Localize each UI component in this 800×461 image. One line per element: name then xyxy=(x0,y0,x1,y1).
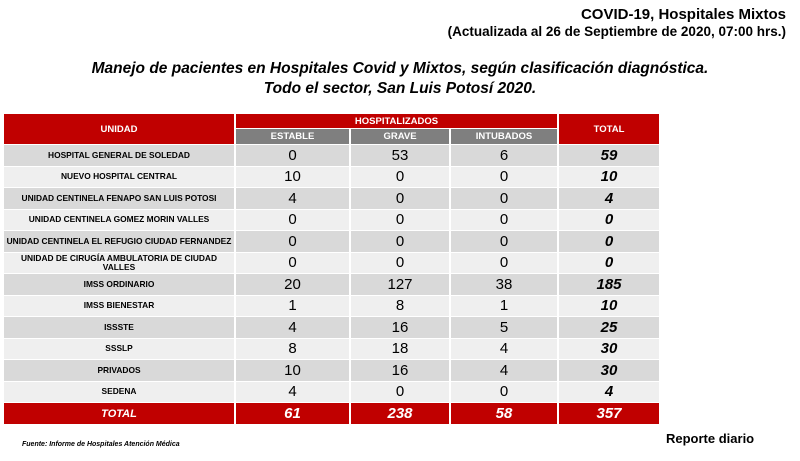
cell-estable: 4 xyxy=(236,317,349,338)
cell-unidad: IMSS ORDINARIO xyxy=(4,274,234,295)
cell-unidad: IMSS BIENESTAR xyxy=(4,296,234,317)
col-header-estable: ESTABLE xyxy=(236,129,349,144)
cell-estable: 20 xyxy=(236,274,349,295)
cell-intubados: 4 xyxy=(451,360,557,381)
cell-total: 185 xyxy=(559,274,659,295)
cell-intubados: 0 xyxy=(451,231,557,252)
cell-unidad: UNIDAD CENTINELA FENAPO SAN LUIS POTOSI xyxy=(4,188,234,209)
cell-total: 0 xyxy=(559,253,659,274)
cell-estable: 4 xyxy=(236,382,349,403)
table-row xyxy=(4,339,659,360)
cell-unidad: NUEVO HOSPITAL CENTRAL xyxy=(4,167,234,188)
cell-grave: 0 xyxy=(351,188,449,209)
cell-estable: 4 xyxy=(236,188,349,209)
cell-grave: 8 xyxy=(351,296,449,317)
cell-total: 4 xyxy=(559,188,659,209)
table-row xyxy=(4,231,659,252)
cell-intubados: 38 xyxy=(451,274,557,295)
cell-total: 25 xyxy=(559,317,659,338)
cell-grave: 16 xyxy=(351,317,449,338)
table-row xyxy=(4,317,659,338)
total-intubados: 58 xyxy=(451,403,557,424)
report-title-line1: Manejo de pacientes en Hospitales Covid y Mixtos, según clasificación diagnóstica. xyxy=(91,60,709,77)
total-estable: 61 xyxy=(236,403,349,424)
cell-intubados: 6 xyxy=(451,145,557,166)
header-updated-date: (Actualizada al 26 de Septiembre de 2020, 07:00 hrs.) xyxy=(447,24,786,39)
table-row xyxy=(4,145,659,166)
cell-estable: 0 xyxy=(236,253,349,274)
table-row xyxy=(4,296,659,317)
cell-grave: 127 xyxy=(351,274,449,295)
cell-total: 0 xyxy=(559,210,659,231)
report-label: Reporte diario xyxy=(666,431,755,446)
cell-estable: 0 xyxy=(236,231,349,252)
cell-grave: 0 xyxy=(351,382,449,403)
total-label: TOTAL xyxy=(4,403,234,424)
cell-intubados: 5 xyxy=(451,317,557,338)
report-title-line2: Todo el sector, San Luis Potosí 2020. xyxy=(263,80,537,97)
cell-grave: 0 xyxy=(351,231,449,252)
cell-estable: 10 xyxy=(236,167,349,188)
cell-unidad: UNIDAD DE CIRUGÍA AMBULATORIA DE CIUDAD VALLES xyxy=(4,253,234,274)
cell-total: 4 xyxy=(559,382,659,403)
table-row xyxy=(4,382,659,403)
cell-unidad: ISSSTE xyxy=(4,317,234,338)
table-row xyxy=(4,210,659,231)
cell-unidad: HOSPITAL GENERAL DE SOLEDAD xyxy=(4,145,234,166)
cell-estable: 1 xyxy=(236,296,349,317)
cell-total: 10 xyxy=(559,167,659,188)
col-header-hospitalizados: HOSPITALIZADOS xyxy=(236,114,557,128)
header-title: COVID-19, Hospitales Mixtos xyxy=(580,6,786,23)
cell-estable: 0 xyxy=(236,210,349,231)
table-row xyxy=(4,274,659,295)
cell-estable: 10 xyxy=(236,360,349,381)
cell-total: 30 xyxy=(559,360,659,381)
cell-total: 10 xyxy=(559,296,659,317)
table-row xyxy=(4,167,659,188)
cell-intubados: 0 xyxy=(451,167,557,188)
cell-intubados: 0 xyxy=(451,210,557,231)
cell-estable: 8 xyxy=(236,339,349,360)
cell-unidad: PRIVADOS xyxy=(4,360,234,381)
col-header-intubados: INTUBADOS xyxy=(451,129,557,144)
table-row xyxy=(4,253,659,274)
cell-total: 0 xyxy=(559,231,659,252)
table-total-row xyxy=(4,403,659,424)
cell-intubados: 0 xyxy=(451,382,557,403)
cell-grave: 16 xyxy=(351,360,449,381)
col-header-unidad: UNIDAD xyxy=(4,114,234,144)
table-row xyxy=(4,188,659,209)
cell-estable: 0 xyxy=(236,145,349,166)
cell-grave: 0 xyxy=(351,253,449,274)
cell-unidad: UNIDAD CENTINELA EL REFUGIO CIUDAD FERNANDEZ xyxy=(4,231,234,252)
cell-total: 59 xyxy=(559,145,659,166)
col-header-total: TOTAL xyxy=(559,114,659,144)
table-row xyxy=(4,360,659,381)
cell-intubados: 0 xyxy=(451,253,557,274)
cell-unidad: UNIDAD CENTINELA GOMEZ MORIN VALLES xyxy=(4,210,234,231)
total-grave: 238 xyxy=(351,403,449,424)
cell-grave: 0 xyxy=(351,210,449,231)
cell-grave: 18 xyxy=(351,339,449,360)
source-note: Fuente: Informe de Hospitales Atención Médica xyxy=(22,441,180,448)
cell-grave: 0 xyxy=(351,167,449,188)
cell-intubados: 4 xyxy=(451,339,557,360)
cell-intubados: 1 xyxy=(451,296,557,317)
col-header-grave: GRAVE xyxy=(351,129,449,144)
cell-unidad: SSSLP xyxy=(4,339,234,360)
hospital-table xyxy=(2,113,661,425)
cell-grave: 53 xyxy=(351,145,449,166)
cell-unidad: SEDENA xyxy=(4,382,234,403)
cell-total: 30 xyxy=(559,339,659,360)
cell-intubados: 0 xyxy=(451,188,557,209)
total-total: 357 xyxy=(559,403,659,424)
